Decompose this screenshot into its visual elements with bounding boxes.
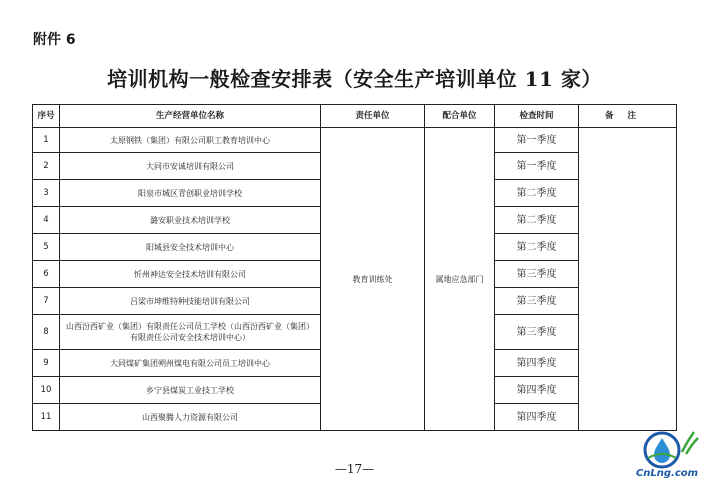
inspection-time: 第三季度 <box>495 315 579 350</box>
header-no: 序号 <box>33 105 60 128</box>
inspection-time: 第四季度 <box>495 404 579 431</box>
cooperating-unit: 属地应急部门 <box>425 128 495 431</box>
unit-name: 吕梁市坤维特种技能培训有限公司 <box>60 288 321 315</box>
unit-name: 大同市安诚培训有限公司 <box>60 153 321 180</box>
inspection-time: 第三季度 <box>495 288 579 315</box>
unit-name: 大同煤矿集团朔州煤电有限公司员工培训中心 <box>60 350 321 377</box>
unit-name: 阳泉市城区青创职业培训学校 <box>60 180 321 207</box>
inspection-time: 第二季度 <box>495 207 579 234</box>
header-notes: 备注 <box>579 105 677 128</box>
unit-name: 潞安职业技术培训学校 <box>60 207 321 234</box>
unit-name: 太原钢铁（集团）有限公司职工教育培训中心 <box>60 128 321 153</box>
inspection-schedule-table <box>32 104 677 431</box>
row-number: 9 <box>33 350 60 377</box>
row-number: 4 <box>33 207 60 234</box>
header-unit: 生产经营单位名称 <box>60 105 321 128</box>
row-number: 3 <box>33 180 60 207</box>
inspection-time: 第二季度 <box>495 180 579 207</box>
site-logo <box>632 428 702 486</box>
inspection-time: 第四季度 <box>495 377 579 404</box>
row-number: 10 <box>33 377 60 404</box>
inspection-time: 第一季度 <box>495 153 579 180</box>
row-number: 8 <box>33 315 60 350</box>
table-header-row <box>33 105 677 128</box>
inspection-time: 第三季度 <box>495 261 579 288</box>
water-drop-logo-icon <box>632 428 702 472</box>
row-number: 1 <box>33 128 60 153</box>
header-responsible: 责任单位 <box>321 105 425 128</box>
notes-cell <box>579 128 677 431</box>
header-time: 检查时间 <box>495 105 579 128</box>
unit-name: 阳城县安全技术培训中心 <box>60 234 321 261</box>
row-number: 7 <box>33 288 60 315</box>
inspection-time: 第四季度 <box>495 350 579 377</box>
responsible-unit: 教育训练处 <box>321 128 425 431</box>
table-row <box>33 128 677 153</box>
row-number: 5 <box>33 234 60 261</box>
page-title: 培训机构一般检查安排表（安全生产培训单位 11 家） <box>107 67 602 91</box>
logo-text: CnLng.com <box>635 468 699 479</box>
inspection-time: 第一季度 <box>495 128 579 153</box>
row-number: 2 <box>33 153 60 180</box>
attachment-label: 附件 6 <box>33 32 76 48</box>
page-number: —17— <box>334 462 375 476</box>
unit-name: 忻州神达安全技术培训有限公司 <box>60 261 321 288</box>
unit-name: 乡宁县煤炭工业技工学校 <box>60 377 321 404</box>
row-number: 11 <box>33 404 60 431</box>
header-cooperate: 配合单位 <box>425 105 495 128</box>
inspection-time: 第二季度 <box>495 234 579 261</box>
unit-name: 山西汾西矿业（集团）有限责任公司员工学校（山西汾西矿业（集团）有限责任公司安全技术培训中心） <box>60 315 321 350</box>
unit-name: 山西聚腾人力资源有限公司 <box>60 404 321 431</box>
row-number: 6 <box>33 261 60 288</box>
